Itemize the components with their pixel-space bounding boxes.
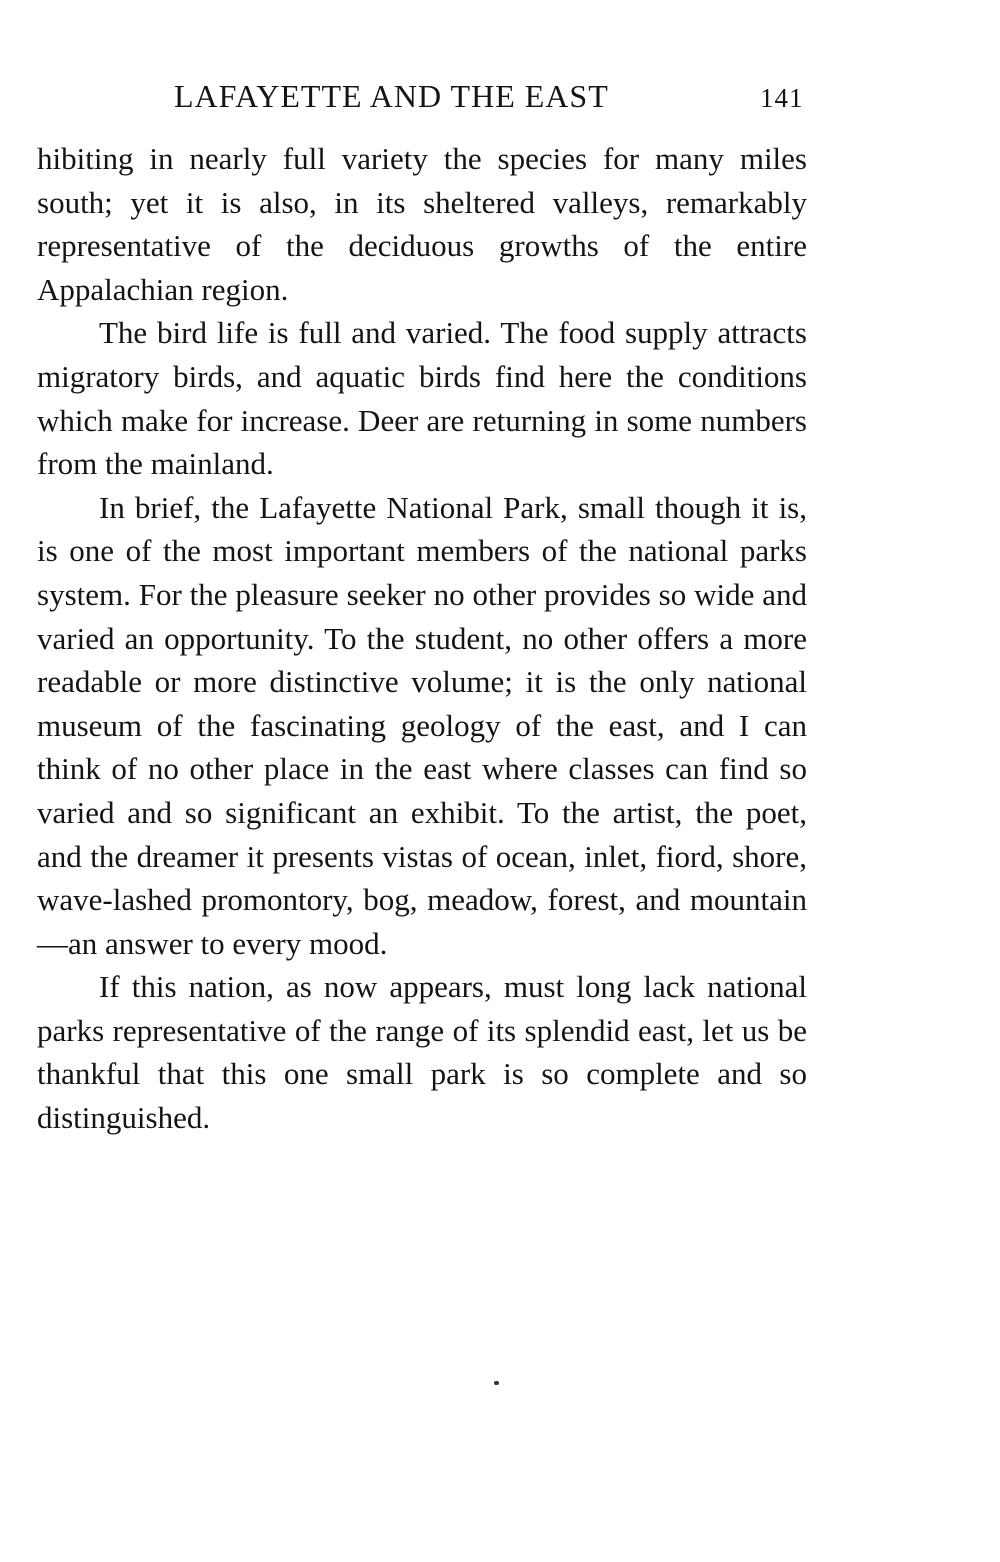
running-title: LAFAYETTE AND THE EAST <box>174 78 609 114</box>
running-header <box>0 74 1000 118</box>
ink-speck <box>494 1381 499 1385</box>
paragraph-conclusion: If this nation, as now appears, must long lack national parks representative of the range of its splendid east, let us be thankful that this one small park is so complete and so distinguished. <box>37 969 807 1136</box>
paragraph-bird-life: The bird life is full and varied. The food supply attracts migratory birds, and aquatic birds find here the conditions which make for increase. Deer are returning in some numbers from the mainland. <box>37 315 807 482</box>
page-number: 141 <box>760 83 804 113</box>
paragraph-in-brief: In brief, the Lafayette National Park, small though it is, is one of the most important members of the national parks system. For the pleasure seeker no other provides so wide and varied an opportunity. To the student, no other offers a more readable or more distinctive volume; it is the only national museum of the fascinating geology of the east, and I can think of no other place in the east where classes can find so varied and so significant an exhibit. To the artist, the poet, and the dreamer it presents vistas of ocean, inlet, fiord, shore, wave-lashed promontory, bog, meadow, forest, and mountain—an answer to every mood. <box>37 489 807 961</box>
body-text <box>37 137 807 1140</box>
paragraph-continued: hibiting in nearly full variety the species for many miles south; yet it is also, in its sheltered valleys, remarkably representative of the deciduous growths of the entire Appalachian region. <box>37 141 807 307</box>
